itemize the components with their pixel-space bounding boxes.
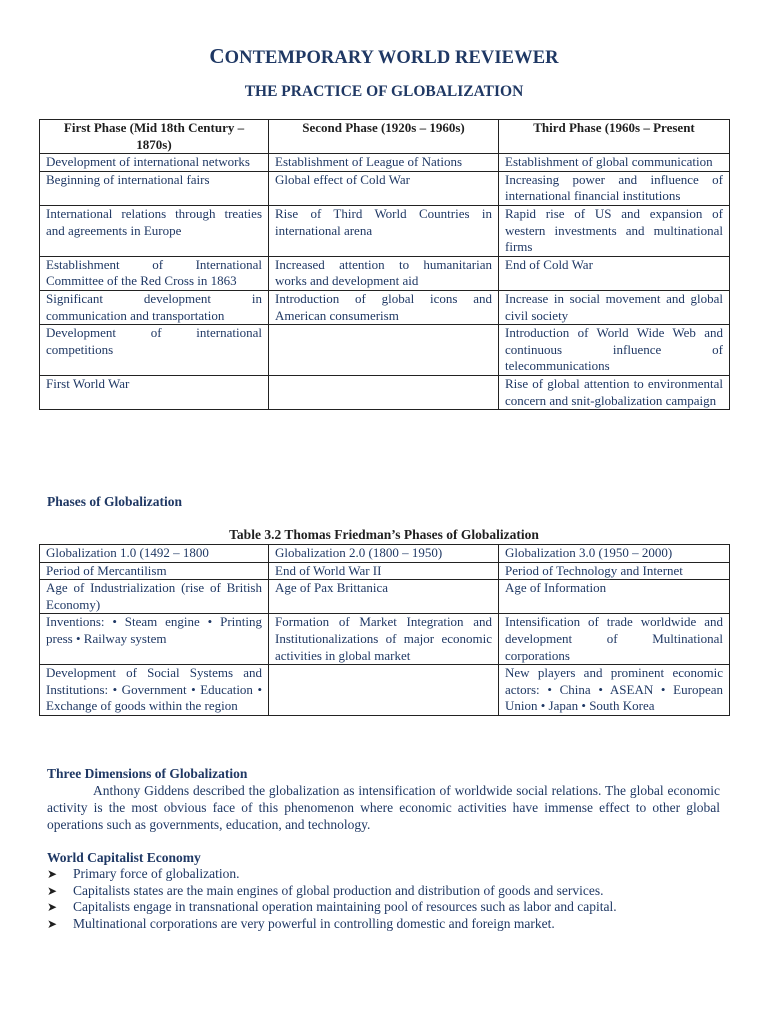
table-cell: Period of Mercantilism [40,562,269,580]
arrowhead-bullet-icon: ➤ [47,883,58,898]
table-cell: Age of Information [499,580,730,614]
list-item [47,899,737,916]
table-header-row [40,545,730,563]
table-cell: Rise of Third World Countries in international arena [269,205,499,256]
title-initial: C [209,44,225,68]
table-row [40,614,730,665]
table-row [40,290,730,324]
table-cell: Development of Social Systems and Institutions: • Government • Education • Exchange of goods within the region [40,665,269,716]
table-cell: Establishment of League of Nations [269,154,499,172]
table-cell: Increasing power and influence of international financial institutions [499,171,730,205]
friedman-table-caption: Table 3.2 Thomas Friedman’s Phases of Globalization [229,527,539,542]
list-item-text: Multinational corporations are very powerful in controlling domestic and foreign market. [73,915,555,931]
capitalist-heading: World Capitalist Economy [47,850,201,865]
header-second-phase: Second Phase (1920s – 1960s) [269,120,499,154]
table-cell: Increase in social movement and global civil society [499,290,730,324]
table-cell: Introduction of global icons and American consumerism [269,290,499,324]
table-row [40,375,730,409]
globalization-phases-table [39,119,730,410]
table-cell: Beginning of international fairs [40,171,269,205]
table-cell: Inventions: • Steam engine • Printing press • Railway system [40,614,269,665]
table-cell: Development of international networks [40,154,269,172]
table-row [40,665,730,716]
list-item-text: Capitalists states are the main engines of global production and distribution of goods and services. [73,882,604,898]
table-row [40,580,730,614]
table-row [40,171,730,205]
table-header-row [40,120,730,154]
arrowhead-bullet-icon: ➤ [47,900,58,915]
table-cell: International relations through treaties and agreements in Europe [40,205,269,256]
list-item-text: Capitalists engage in transnational operation maintaining pool of resources such as labor and capital. [73,899,617,915]
header-first-phase: First Phase (Mid 18th Century – 1870s) [40,120,269,154]
table-cell [269,665,499,716]
title-rest: ONTEMPORARY WORLD REVIEWER [224,48,559,68]
table-cell [269,375,499,409]
table-cell: End of World War II [269,562,499,580]
table-row [40,205,730,256]
table-cell: Age of Industrialization (rise of British Economy) [40,580,269,614]
list-item [47,866,737,883]
table-cell: Global effect of Cold War [269,171,499,205]
table-cell: Establishment of global communication [499,154,730,172]
header-third-phase: Third Phase (1960s – Present [499,120,730,154]
header-globalization-1: Globalization 1.0 (1492 – 1800 [40,545,269,563]
dimensions-paragraph [47,783,720,833]
table-cell: First World War [40,375,269,409]
table-row [40,325,730,376]
table-cell: Formation of Market Integration and Institutionalizations of major economic activities in global market [269,614,499,665]
document-subtitle: THE PRACTICE OF GLOBALIZATION [244,83,524,100]
table-cell [269,325,499,376]
arrowhead-bullet-icon: ➤ [47,916,58,931]
table-cell: Rapid rise of US and expansion of western investments and multinational firms [499,205,730,256]
table-cell: Rise of global attention to environmental concern and snit-globalization campaign [499,375,730,409]
capitalist-bullet-list [47,866,737,932]
table-cell: Increased attention to humanitarian works and development aid [269,256,499,290]
list-item-text: Primary force of globalization. [73,866,240,881]
arrowhead-bullet-icon: ➤ [47,867,58,881]
table-row [40,562,730,580]
friedman-phases-table [39,544,730,716]
table-cell: Establishment of International Committee of the Red Cross in 1863 [40,256,269,290]
table-row [40,154,730,172]
table-row [40,256,730,290]
table-cell: Intensification of trade worldwide and development of Multinational corporations [499,614,730,665]
table-cell: Significant development in communication and transportation [40,290,269,324]
table-cell: End of Cold War [499,256,730,290]
document-title [0,44,768,69]
phases-heading: Phases of Globalization [47,494,183,509]
list-item [47,883,737,900]
dimensions-heading: Three Dimensions of Globalization [47,766,248,781]
header-globalization-2: Globalization 2.0 (1800 – 1950) [269,545,499,563]
table-cell: New players and prominent economic actors: • China • ASEAN • European Union • Japan • South Korea [499,665,730,716]
table-cell: Age of Pax Brittanica [269,580,499,614]
header-globalization-3: Globalization 3.0 (1950 – 2000) [499,545,730,563]
dimensions-paragraph-text: Anthony Giddens described the globalization as intensification of worldwide social relations. The global economic activity is the most obvious face of this phenomenon where economic activities have immense effect to other global operations such as governments, education, and technology. [47,783,720,832]
table-cell: Introduction of World Wide Web and continuous influence of telecommunications [499,325,730,376]
list-item [47,916,737,933]
table-cell: Period of Technology and Internet [499,562,730,580]
table-cell: Development of international competitions [40,325,269,376]
